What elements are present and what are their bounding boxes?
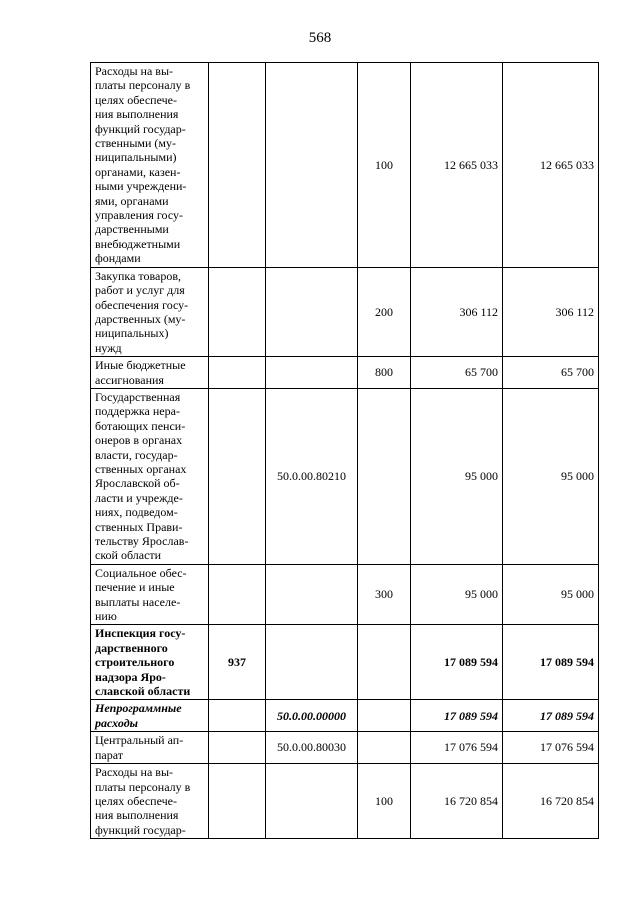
table-row xyxy=(91,764,599,839)
table-row xyxy=(91,732,599,764)
budget-table xyxy=(90,62,599,839)
cell-name: Непрограммные расходы xyxy=(91,700,209,732)
cell-amount-year-2: 17 076 594 xyxy=(503,732,599,764)
cell-amount-year-1: 16 720 854 xyxy=(411,764,503,839)
cell-expense-type xyxy=(358,625,411,700)
cell-expense-type: 800 xyxy=(358,357,411,389)
cell-name: Социальное обес- печение и иные выплаты населе- нию xyxy=(91,564,209,625)
cell-amount-year-1: 17 089 594 xyxy=(411,625,503,700)
table-row xyxy=(91,267,599,356)
cell-target-article xyxy=(266,357,358,389)
page-number: 568 xyxy=(308,30,332,46)
table-row xyxy=(91,625,599,700)
cell-name: Центральный ап- парат xyxy=(91,732,209,764)
cell-department-code xyxy=(209,388,266,564)
cell-target-article: 50.0.00.00000 xyxy=(266,700,358,732)
cell-name: Иные бюджетные ассигнования xyxy=(91,357,209,389)
cell-expense-type: 100 xyxy=(358,764,411,839)
cell-target-article xyxy=(266,564,358,625)
cell-department-code xyxy=(209,267,266,356)
table-row xyxy=(91,700,599,732)
cell-amount-year-2: 65 700 xyxy=(503,357,599,389)
cell-target-article xyxy=(266,625,358,700)
cell-name: Расходы на вы- платы персоналу в целях обеспече- ния выполнения функций государ- ственными (му- ниципальными) органами, казен- ными учреждени- ями, органами управления госу- дарственными внебюджетными фондами xyxy=(91,63,209,268)
budget-table-body xyxy=(91,63,599,839)
cell-expense-type: 100 xyxy=(358,63,411,268)
cell-amount-year-2: 95 000 xyxy=(503,564,599,625)
cell-name: Государственная поддержка нера- ботающих пенси- онеров в органах власти, государ- ственных органах Ярославской об- ласти и учрежде- ниях, подведом- ственных Прави- тельству Ярослав- ской области xyxy=(91,388,209,564)
cell-name: Расходы на вы- платы персоналу в целях обеспече- ния выполнения функций государ- xyxy=(91,764,209,839)
table-row xyxy=(91,357,599,389)
cell-expense-type xyxy=(358,700,411,732)
cell-expense-type: 300 xyxy=(358,564,411,625)
cell-amount-year-2: 16 720 854 xyxy=(503,764,599,839)
cell-department-code xyxy=(209,700,266,732)
cell-expense-type xyxy=(358,732,411,764)
cell-expense-type xyxy=(358,388,411,564)
cell-amount-year-2: 306 112 xyxy=(503,267,599,356)
cell-amount-year-2: 12 665 033 xyxy=(503,63,599,268)
cell-department-code xyxy=(209,732,266,764)
cell-amount-year-2: 17 089 594 xyxy=(503,700,599,732)
cell-target-article: 50.0.00.80210 xyxy=(266,388,358,564)
cell-name: Инспекция госу- дарственного строительного надзора Яро- славской области xyxy=(91,625,209,700)
cell-amount-year-1: 12 665 033 xyxy=(411,63,503,268)
table-row xyxy=(91,388,599,564)
cell-target-article xyxy=(266,63,358,268)
cell-target-article xyxy=(266,764,358,839)
cell-department-code xyxy=(209,764,266,839)
cell-target-article xyxy=(266,267,358,356)
cell-name: Закупка товаров, работ и услуг для обеспечения госу- дарственных (му- ниципальных) нужд xyxy=(91,267,209,356)
cell-department-code xyxy=(209,564,266,625)
cell-expense-type: 200 xyxy=(358,267,411,356)
cell-amount-year-2: 95 000 xyxy=(503,388,599,564)
cell-amount-year-1: 65 700 xyxy=(411,357,503,389)
cell-amount-year-1: 95 000 xyxy=(411,388,503,564)
cell-department-code: 937 xyxy=(209,625,266,700)
cell-amount-year-1: 306 112 xyxy=(411,267,503,356)
cell-amount-year-1: 95 000 xyxy=(411,564,503,625)
cell-target-article: 50.0.00.80030 xyxy=(266,732,358,764)
table-row xyxy=(91,63,599,268)
cell-amount-year-2: 17 089 594 xyxy=(503,625,599,700)
cell-department-code xyxy=(209,63,266,268)
table-row xyxy=(91,564,599,625)
cell-department-code xyxy=(209,357,266,389)
cell-amount-year-1: 17 089 594 xyxy=(411,700,503,732)
cell-amount-year-1: 17 076 594 xyxy=(411,732,503,764)
